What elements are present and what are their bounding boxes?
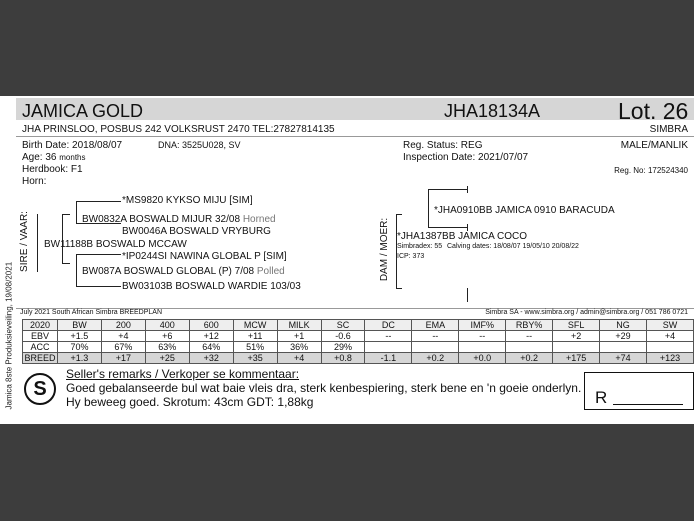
- birth-date: Birth Date: 2018/08/07: [22, 140, 123, 151]
- ebv-cell: +6: [145, 331, 189, 342]
- sire-dam-dam: BW03103B BOSWALD WARDIE 103/03: [122, 281, 301, 292]
- ebv-cell: +2: [553, 331, 600, 342]
- sire-dam: [82, 266, 285, 277]
- breed-cell: BREED: [24, 353, 56, 363]
- ebv-cell: +12: [189, 331, 233, 342]
- dam-name: *JHA1387BB JAMICA COCO: [397, 231, 528, 242]
- ebv-header-cell: SW: [646, 320, 693, 331]
- price-box[interactable]: [584, 372, 694, 410]
- sire-name: BW11188B BOSWALD MCCAW: [44, 239, 187, 250]
- ebv-cell: -0.6: [321, 331, 365, 342]
- dam-calving-dates: Calving dates: 18/08/07 19/05/10 20/08/22: [447, 243, 579, 250]
- sire-dam-tag: Polled: [256, 266, 285, 277]
- ebv-cell: --: [412, 331, 459, 342]
- ebv-cell: EBV: [23, 331, 58, 342]
- ebv-header-cell: DC: [365, 320, 412, 331]
- breed-cell: +0.8: [321, 353, 365, 364]
- ebv-header-cell: SC: [321, 320, 365, 331]
- ebv-cell: +11: [233, 331, 277, 342]
- reg-status: Reg. Status: REG: [403, 140, 483, 151]
- sire-dam-name: BW087A BOSWALD GLOBAL (P) 7/08: [82, 266, 255, 277]
- ebv-header-cell: RBY%: [506, 320, 553, 331]
- lot-card: [16, 96, 694, 424]
- ebv-header-cell: 600: [189, 320, 233, 331]
- breed-cell: +74: [600, 353, 647, 364]
- owner-info: JHA PRINSLOO, POSBUS 242 VOLKSRUST 2470 TEL:27827814135: [22, 124, 335, 135]
- ebv-header-cell: 200: [101, 320, 145, 331]
- dam-simbradex: Simbradex: 55: [397, 243, 443, 250]
- ebv-header-row: [23, 320, 694, 331]
- ebv-header-cell: 400: [145, 320, 189, 331]
- breed-cell: +25: [145, 353, 189, 364]
- breed-cell: -1.1: [365, 353, 412, 364]
- acc-cell: [506, 342, 553, 353]
- acc-cell: 29%: [321, 342, 365, 353]
- owner-line: [16, 123, 694, 137]
- seller-s-icon: S: [24, 373, 56, 405]
- sire-sire-name: BW0832A BOSWALD MIJUR 32/08: [82, 214, 241, 225]
- breed-cell: +123: [646, 353, 693, 364]
- acc-cell: 70%: [57, 342, 101, 353]
- acc-cell: [600, 342, 647, 353]
- breed-label: SIMBRA: [649, 124, 688, 135]
- top-dark-band: [0, 0, 694, 96]
- dna-info: DNA: 3525U028, SV: [158, 140, 241, 150]
- animal-name: JAMICA GOLD: [22, 101, 144, 121]
- acc-cell: 64%: [189, 342, 233, 353]
- sire-sire-sire: *MS9820 KYKSO MIJU [SIM]: [122, 195, 253, 206]
- breed-cell: +175: [553, 353, 600, 364]
- acc-cell: [412, 342, 459, 353]
- sire-dam-sire: *IP0244SI NAWINA GLOBAL P [SIM]: [122, 251, 287, 262]
- ebv-row: [23, 331, 694, 342]
- remarks-text: Goed gebalanseerde bul wat baie vleis dra, sterk kenbespiering, sterk bene en 'n goeie onderlyn. Hy beweeg goed. Skrotum: 43cm GDT: 1,88kg: [66, 381, 582, 409]
- lot-number: Lot. 26: [618, 98, 689, 124]
- ebv-cell: +4: [101, 331, 145, 342]
- sire-sire: [82, 214, 276, 225]
- horn-status: Horn:: [22, 176, 47, 187]
- sire-sire-tag: Horned: [242, 214, 276, 225]
- acc-cell: ACC: [23, 342, 58, 353]
- ebv-header-cell: NG: [600, 320, 647, 331]
- dam-sire: *JHA0910BB JAMICA 0910 BARACUDA: [434, 205, 615, 216]
- acc-cell: [459, 342, 506, 353]
- breed-cell: +17: [101, 353, 145, 364]
- acc-cell: 36%: [277, 342, 321, 353]
- age: [22, 152, 86, 163]
- dam-label: DAM / MOER:: [379, 217, 391, 282]
- breed-cell: +32: [189, 353, 233, 364]
- acc-cell: [646, 342, 693, 353]
- breed-cell: +4: [277, 353, 321, 364]
- ebv-header-cell: BW: [57, 320, 101, 331]
- breed-avg-row: [23, 353, 694, 364]
- price-write-line: [613, 404, 683, 405]
- card-header: [16, 98, 694, 124]
- breed-cell: +1.3: [57, 353, 101, 364]
- registration-code: JHA18134A: [444, 101, 541, 121]
- remarks-title: Seller's remarks / Verkoper se kommentaar:: [66, 367, 300, 381]
- sire-label: SIRE / VAAR:: [18, 211, 30, 272]
- acc-cell: [553, 342, 600, 353]
- ebv-cell: +1.5: [57, 331, 101, 342]
- acc-cell: 63%: [145, 342, 189, 353]
- ebv-header-cell: EMA: [412, 320, 459, 331]
- acc-row: [23, 342, 694, 353]
- ebv-header-cell: IMF%: [459, 320, 506, 331]
- reg-number: Reg. No: 172524340: [614, 166, 688, 175]
- simbra-contact-footer: Simbra SA - www.simbra.org / admin@simbra.org / 051 786 0721: [485, 309, 688, 316]
- age-value: Age: 36: [22, 152, 57, 163]
- acc-cell: 67%: [101, 342, 145, 353]
- acc-cell: 51%: [233, 342, 277, 353]
- breed-cell: +0.2: [506, 353, 553, 364]
- ebv-header-cell: SFL: [553, 320, 600, 331]
- ebv-cell: +1: [277, 331, 321, 342]
- sex-label: MALE/MANLIK: [620, 140, 688, 151]
- acc-cell: [365, 342, 412, 353]
- breed-cell: +35: [233, 353, 277, 364]
- ebv-cell: +4: [646, 331, 693, 342]
- ebv-table: [22, 319, 694, 364]
- ebv-header-cell: MCW: [233, 320, 277, 331]
- side-strip: [0, 96, 16, 424]
- ebv-cell: --: [506, 331, 553, 342]
- breed-cell: +0.2: [412, 353, 459, 364]
- price-currency-label: R: [595, 388, 608, 407]
- herdbook: Herdbook: F1: [22, 164, 83, 175]
- ebv-header-cell: MILK: [277, 320, 321, 331]
- ebv-cell: --: [365, 331, 412, 342]
- ebv-cell: +29: [600, 331, 647, 342]
- breed-cell: +0.0: [459, 353, 506, 364]
- sire-sire-dam: BW0046A BOSWALD VRYBURG: [122, 226, 271, 237]
- ebv-cell: --: [459, 331, 506, 342]
- ebv-header-cell: 2020: [23, 320, 58, 331]
- dam-icp: ICP: 373: [397, 253, 425, 260]
- bottom-dark-band: [0, 424, 694, 521]
- breedplan-footer: July 2021 South African Simbra BREEDPLAN: [20, 309, 163, 316]
- age-unit: months: [59, 153, 86, 162]
- sale-side-text: Jamica 8ste Produksieveiling, 19/08/2021: [4, 261, 14, 410]
- inspection-date: Inspection Date: 2021/07/07: [403, 152, 529, 163]
